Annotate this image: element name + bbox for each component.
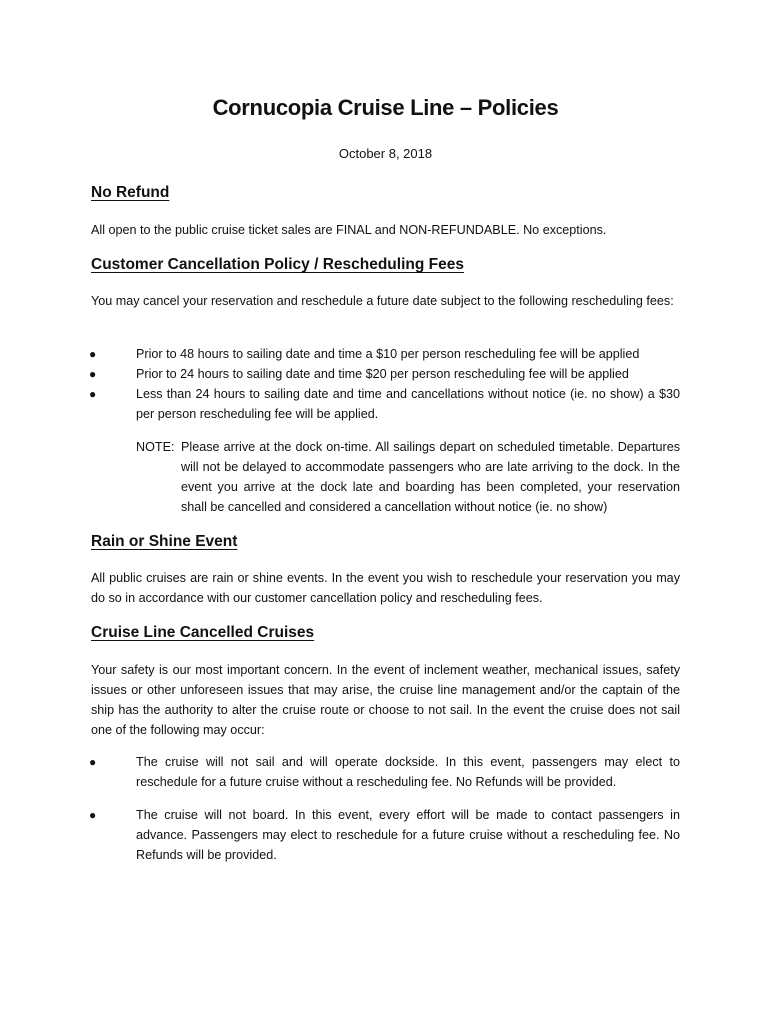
list-item-text: The cruise will not board. In this event, every effort will be made to contact passengers in advance. Passengers may elect to reschedule for a future cruise without a rescheduling fee. No Refunds will be provided. <box>136 808 680 862</box>
list-item-text: Prior to 48 hours to sailing date and time a $10 per person rescheduling fee will be applied <box>136 347 640 361</box>
note-text: Please arrive at the dock on-time. All sailings depart on scheduled timetable. Departures will not be delayed to accommodate passengers who are late arriving to the dock. In the event you arrive at the dock late and boarding has been completed, your reservation shall be cancelled and considered a cancellation without notice (ie. no show) <box>181 440 680 514</box>
list-item-text: Less than 24 hours to sailing date and time and cancellations without notice (ie. no show) a $30 per person rescheduling fee will be applied. <box>136 387 680 421</box>
bullet-icon: ● <box>89 387 97 401</box>
bullet-icon: ● <box>89 347 97 361</box>
paragraph-rain-or-shine: All public cruises are rain or shine events. In the event you wish to reschedule your reservation you may do so in accordance with our customer cancellation policy and rescheduling fees. <box>91 571 680 605</box>
bullet-icon: ● <box>89 755 97 769</box>
paragraph-cruise-line-cancelled: Your safety is our most important concern. In the event of inclement weather, mechanical issues, safety issues or other unforeseen issues that may arise, the cruise line management and/or the captain of the ship has the authority to alter the cruise route or choose to not sail. In the event the cruise does not sail one of the following may occur: <box>91 663 680 737</box>
note-label: NOTE: <box>136 440 175 454</box>
heading-rain-or-shine: Rain or Shine Event <box>91 533 238 550</box>
bullet-icon: ● <box>89 367 97 381</box>
heading-cruise-line-cancelled: Cruise Line Cancelled Cruises <box>91 624 315 641</box>
bullet-icon: ● <box>89 808 97 822</box>
list-item-text: Prior to 24 hours to sailing date and time $20 per person rescheduling fee will be applied <box>136 367 629 381</box>
list-item-text: The cruise will not sail and will operate dockside. In this event, passengers may elect to reschedule for a future cruise without a rescheduling fee. No Refunds will be provided. <box>136 755 680 789</box>
paragraph-cancellation-intro: You may cancel your reservation and reschedule a future date subject to the following rescheduling fees: <box>91 294 674 308</box>
paragraph-no-refund: All open to the public cruise ticket sales are FINAL and NON-REFUNDABLE. No exceptions. <box>91 223 607 237</box>
page-title: Cornucopia Cruise Line – Policies <box>212 95 559 120</box>
heading-cancellation-policy: Customer Cancellation Policy / Rescheduling Fees <box>91 256 464 273</box>
heading-no-refund: No Refund <box>91 184 170 201</box>
document-date: October 8, 2018 <box>338 146 433 161</box>
